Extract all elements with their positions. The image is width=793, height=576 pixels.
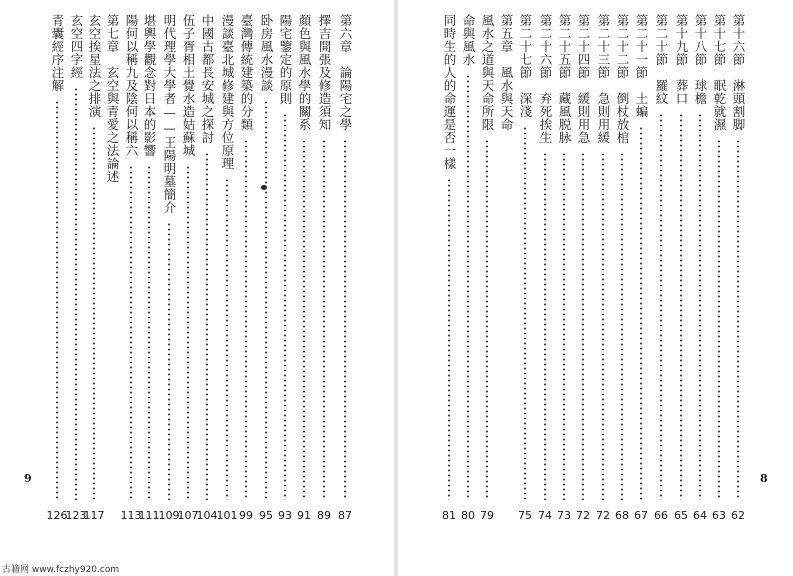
toc-entry-title: 臺灣傳統建築的分類 bbox=[239, 14, 254, 131]
toc-entry-page: 107 bbox=[177, 509, 199, 522]
toc-entry bbox=[158, 14, 180, 522]
toc-entry bbox=[277, 14, 293, 522]
toc-entry-title: 第六章 論陽宅之學 bbox=[338, 14, 353, 131]
toc-entry-page: 80 bbox=[461, 509, 475, 522]
toc-entry-page: 65 bbox=[674, 509, 688, 522]
toc-entry bbox=[595, 14, 611, 522]
toc-entry-page: 66 bbox=[654, 509, 668, 522]
toc-entry bbox=[498, 14, 514, 522]
toc-leader-dots bbox=[680, 113, 682, 500]
toc-entry bbox=[238, 14, 254, 522]
toc-entry-page: 74 bbox=[538, 509, 552, 522]
toc-entry bbox=[296, 14, 312, 522]
toc-leader-dots bbox=[168, 222, 170, 500]
toc-entry-page: 104 bbox=[196, 509, 218, 522]
toc-entry-page: 73 bbox=[557, 509, 571, 522]
toc-entry bbox=[196, 14, 218, 522]
toc-entry-title: 青囊經序注解 bbox=[50, 14, 65, 92]
toc-leader-dots bbox=[699, 113, 701, 500]
left-page bbox=[0, 0, 396, 576]
toc-entry bbox=[614, 14, 630, 522]
toc-leader-dots bbox=[130, 165, 132, 500]
toc-entry-title: 第二十二節 倒杖放棺 bbox=[615, 14, 630, 144]
toc-entry bbox=[441, 14, 457, 522]
toc-entry-page: 62 bbox=[731, 509, 745, 522]
toc-entry-page: 89 bbox=[317, 509, 331, 522]
toc-entry bbox=[692, 14, 708, 522]
toc-leader-dots bbox=[467, 74, 469, 500]
toc-entry bbox=[65, 14, 87, 522]
toc-entry-title: 第二十五節 藏風脱脉 bbox=[557, 14, 572, 144]
toc-entry-page: 111 bbox=[138, 509, 160, 522]
toc-leader-dots bbox=[344, 139, 346, 500]
toc-leader-dots bbox=[582, 152, 584, 500]
toc-entry-title: 伍子胥相土覺水造姑蘇城 bbox=[181, 14, 196, 157]
toc-entry bbox=[216, 14, 238, 522]
toc-entry-title: 第二十節 羅紋 bbox=[654, 14, 669, 105]
toc-entry bbox=[460, 14, 476, 522]
toc-entry-title: 玄空四字經 bbox=[69, 14, 84, 79]
toc-entry-title: 中國古都長安城之探討 bbox=[200, 14, 215, 144]
toc-entry bbox=[711, 14, 727, 522]
toc-leader-dots bbox=[486, 139, 488, 500]
toc-leader-dots bbox=[640, 126, 642, 500]
toc-entry-page: 109 bbox=[158, 509, 180, 522]
toc-entry-title: 顏色與風水學的關系 bbox=[297, 14, 312, 131]
toc-entry bbox=[730, 14, 746, 522]
toc-leader-dots bbox=[544, 152, 546, 500]
right-page-folio: 8 bbox=[760, 472, 768, 485]
toc-leader-dots bbox=[660, 113, 662, 500]
toc-entry-title: 玄空挨星法之排演 bbox=[87, 14, 102, 118]
toc-entry-page: 113 bbox=[120, 509, 142, 522]
toc-entry-title: 第二十三節 急則用緩 bbox=[596, 14, 611, 144]
toc-leader-dots bbox=[323, 139, 325, 500]
toc-leader-dots bbox=[75, 87, 77, 500]
toc-entry-page: 81 bbox=[442, 509, 456, 522]
toc-entry-page: 93 bbox=[278, 509, 292, 522]
toc-entry bbox=[83, 14, 105, 522]
toc-leader-dots bbox=[93, 126, 95, 500]
toc-entry-title: 命與風水 bbox=[461, 14, 476, 66]
toc-leader-dots bbox=[226, 178, 228, 500]
toc-entry-page: 95 bbox=[259, 509, 273, 522]
toc-leader-dots bbox=[718, 139, 720, 500]
toc-entry bbox=[138, 14, 160, 522]
toc-leader-dots bbox=[448, 178, 450, 500]
toc-entry bbox=[46, 14, 68, 522]
toc-entry bbox=[537, 14, 553, 522]
toc-entry bbox=[653, 14, 669, 522]
toc-entry-title: 同時生的人的命運是否一樣 bbox=[442, 14, 457, 170]
toc-entry-page: 75 bbox=[518, 509, 532, 522]
toc-entry-page: 79 bbox=[480, 509, 494, 522]
right-page bbox=[397, 0, 793, 576]
toc-entry bbox=[120, 14, 142, 522]
toc-leader-dots bbox=[187, 165, 189, 500]
toc-entry-page: 101 bbox=[216, 509, 238, 522]
toc-entry-page: 91 bbox=[297, 509, 311, 522]
toc-entry bbox=[673, 14, 689, 522]
toc-leader-dots bbox=[737, 139, 739, 500]
toc-entry bbox=[177, 14, 199, 522]
toc-leader-dots bbox=[563, 152, 565, 500]
toc-entry bbox=[633, 14, 649, 522]
toc-leader-dots bbox=[303, 139, 305, 500]
toc-entry-page: 123 bbox=[65, 509, 87, 522]
toc-entry-page: 67 bbox=[634, 509, 648, 522]
toc-entry-page: 99 bbox=[239, 509, 253, 522]
toc-leader-dots bbox=[524, 126, 526, 500]
toc-entry bbox=[316, 14, 332, 522]
toc-entry-title: 第二十六節 弃死挨生 bbox=[538, 14, 553, 144]
site-watermark: 古籍网 www.fczhy920.com bbox=[2, 565, 120, 575]
toc-entry-title: 第二十四節 緩則用急 bbox=[576, 14, 591, 144]
toc-entry-title: 陽何以稱九及陰何以稱六 bbox=[124, 14, 139, 157]
toc-entry-page: 72 bbox=[576, 509, 590, 522]
toc-leader-dots bbox=[245, 139, 247, 500]
toc-entry-title: 陽宅鑒定的原則 bbox=[278, 14, 293, 105]
toc-leader-dots bbox=[284, 113, 286, 500]
toc-entry bbox=[258, 14, 274, 522]
toc-entry-page: 117 bbox=[83, 509, 105, 522]
toc-entry-page: 87 bbox=[338, 509, 352, 522]
toc-entry-page: 63 bbox=[712, 509, 726, 522]
toc-entry-title: 第十七節 眠乾就濕 bbox=[712, 14, 727, 131]
toc-entry bbox=[517, 14, 533, 522]
toc-entry-page: 126 bbox=[46, 509, 68, 522]
toc-entry-title: 明代理學大學者——王陽明墓簡介 bbox=[162, 14, 177, 214]
left-page-folio: 9 bbox=[24, 472, 32, 485]
toc-entry bbox=[556, 14, 572, 522]
toc-leader-dots bbox=[56, 100, 58, 500]
toc-entry-page: 68 bbox=[615, 509, 629, 522]
toc-entry bbox=[575, 14, 591, 522]
toc-entry bbox=[104, 14, 120, 522]
toc-entry-page: 64 bbox=[693, 509, 707, 522]
toc-leader-dots bbox=[621, 152, 623, 500]
toc-entry-title: 擇吉開張及修造須知 bbox=[317, 14, 332, 131]
toc-entry-title: 堪輿學觀念對日本的影響 bbox=[142, 14, 157, 157]
toc-entry-title: 第十八節 球檐 bbox=[693, 14, 708, 105]
toc-leader-dots bbox=[206, 152, 208, 500]
toc-entry-title: 第七章 玄空與青愛之法論述 bbox=[105, 14, 120, 183]
toc-leader-dots bbox=[602, 152, 604, 500]
toc-leader-dots bbox=[265, 100, 267, 500]
toc-entry-title: 第十九節 葬口 bbox=[674, 14, 689, 105]
toc-entry-title: 第二十一節 土蝙 bbox=[634, 14, 649, 118]
toc-entry-title: 第五章 風水與天命 bbox=[499, 14, 514, 131]
toc-entry-title: 第二十七節 深淺 bbox=[518, 14, 533, 118]
toc-entry-title: 風水之道與天命所限 bbox=[480, 14, 495, 131]
toc-entry bbox=[479, 14, 495, 522]
toc-entry-title: 卧房風水漫談 bbox=[259, 14, 274, 92]
toc-leader-dots bbox=[148, 165, 150, 500]
toc-entry-title: 漫談臺北城修建與方位原理 bbox=[220, 14, 235, 170]
toc-entry-title: 第十六節 淋頭割脚 bbox=[731, 14, 746, 131]
toc-entry-page: 72 bbox=[596, 509, 610, 522]
toc-entry bbox=[337, 14, 353, 522]
